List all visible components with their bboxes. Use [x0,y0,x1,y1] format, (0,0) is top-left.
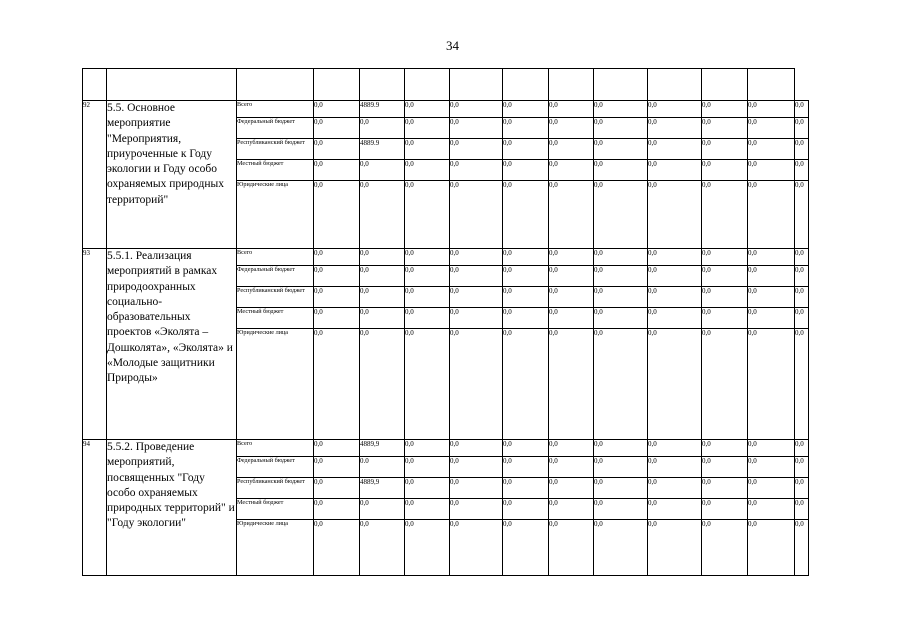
value-cell: 0,0 [795,499,809,520]
value-cell: 0,0 [360,308,405,329]
value-cell: 0,0 [503,520,549,576]
value-cell: 0,0 [405,266,450,287]
value-cell: 0,0 [594,101,648,118]
value-cell: 0,0 [360,520,405,576]
value-cell: 0,0 [594,478,648,499]
value-cell: 0,0 [314,287,360,308]
value-cell: 0,0 [450,266,503,287]
value-cell: 0,0 [748,101,795,118]
value-cell: 0,0 [503,101,549,118]
value-cell: 0,0 [503,329,549,440]
value-cell: 0,0 [360,287,405,308]
value-cell: 0,0 [795,329,809,440]
value-cell: 0,0 [503,308,549,329]
value-cell: 0,0 [702,329,748,440]
funding-source: Местный бюджет [237,160,314,181]
value-cell: 0,0 [503,266,549,287]
value-cell: 0,0 [549,160,594,181]
value-cell: 0,0 [648,308,702,329]
value-cell: 0,0 [450,520,503,576]
value-cell: 0,0 [549,308,594,329]
value-cell: 0,0 [450,499,503,520]
value-cell: 0,0 [360,118,405,139]
value-cell: 0,0 [648,118,702,139]
value-cell: 0,0 [748,440,795,457]
value-cell: 0,0 [450,329,503,440]
value-cell: 0,0 [360,249,405,266]
value-cell: 0,0 [702,118,748,139]
funding-source: Юридические лица [237,181,314,249]
value-cell: 0,0 [314,266,360,287]
value-cell: 0,0 [648,181,702,249]
value-cell: 0,0 [594,249,648,266]
header-cell [503,69,549,101]
value-cell: 0,0 [648,160,702,181]
value-cell: 0,0 [748,308,795,329]
value-cell: 0,0 [748,499,795,520]
value-cell: 0,0 [748,457,795,478]
value-cell: 0,0 [549,181,594,249]
funding-source: Всего [237,440,314,457]
value-cell: 0,0 [795,181,809,249]
value-cell: 0,0 [405,139,450,160]
value-cell: 0,0 [648,139,702,160]
value-cell: 0,0 [314,160,360,181]
activity-title: 5.5. Основное мероприятие "Мероприятия, приуроченные к Году экологии и Году особо охраняемых природных территорий" [107,101,237,249]
value-cell: 0.0 [360,457,405,478]
value-cell: 0,0 [795,457,809,478]
value-cell: 0,0 [795,308,809,329]
header-cell [450,69,503,101]
header-cell [702,69,748,101]
value-cell: 0,0 [314,139,360,160]
value-cell: 0,0 [594,520,648,576]
value-cell: 0,0 [648,287,702,308]
value-cell: 0,0 [702,308,748,329]
value-cell: 0,0 [360,160,405,181]
value-cell: 0,0 [405,308,450,329]
value-cell: 0,0 [549,520,594,576]
value-cell: 0,0 [549,499,594,520]
funding-source: Республиканский бюджет [237,287,314,308]
value-cell: 0,0 [503,287,549,308]
value-cell: 0,0 [549,287,594,308]
value-cell: 0,0 [795,101,809,118]
value-cell: 0,0 [594,118,648,139]
value-cell: 0,0 [549,329,594,440]
value-cell: 0,0 [748,266,795,287]
value-cell: 0,0 [405,181,450,249]
funding-source: Всего [237,249,314,266]
funding-source: Федеральный бюджет [237,118,314,139]
value-cell: 0,0 [795,118,809,139]
table-header-row [83,69,809,101]
value-cell: 0,0 [795,440,809,457]
value-cell: 0,0 [405,457,450,478]
value-cell: 0,0 [314,499,360,520]
value-cell: 0,0 [314,478,360,499]
value-cell: 0,0 [314,118,360,139]
value-cell: 0,0 [360,266,405,287]
row-number: 94 [83,440,107,576]
value-cell: 0,0 [702,440,748,457]
value-cell: 0,0 [450,101,503,118]
value-cell: 0,0 [748,520,795,576]
header-cell [648,69,702,101]
funding-source: Юридические лица [237,329,314,440]
value-cell: 0,0 [450,249,503,266]
value-cell: 0,0 [648,266,702,287]
value-cell: 0,0 [405,499,450,520]
value-cell: 0,0 [648,101,702,118]
value-cell: 0,0 [314,181,360,249]
value-cell: 0,0 [405,118,450,139]
value-cell: 0,0 [748,287,795,308]
value-cell: 0,0 [702,139,748,160]
value-cell: 0,0 [594,329,648,440]
value-cell: 0,0 [748,181,795,249]
header-cell [107,69,237,101]
value-cell: 0,0 [450,478,503,499]
value-cell: 0,0 [702,457,748,478]
value-cell: 0,0 [648,457,702,478]
value-cell: 0,0 [702,287,748,308]
value-cell: 0,0 [795,266,809,287]
value-cell: 0,0 [648,440,702,457]
value-cell: 0,0 [795,249,809,266]
value-cell: 0,0 [503,440,549,457]
value-cell: 0,0 [450,308,503,329]
value-cell: 0,0 [450,139,503,160]
value-cell: 0,0 [795,160,809,181]
value-cell: 4889.9 [360,101,405,118]
value-cell: 0,0 [405,287,450,308]
table-row [83,440,809,457]
value-cell: 0,0 [748,139,795,160]
value-cell: 0,0 [648,249,702,266]
value-cell: 4889,9 [360,440,405,457]
value-cell: 0,0 [795,287,809,308]
value-cell: 0,0 [503,478,549,499]
value-cell: 0,0 [405,101,450,118]
value-cell: 4889.9 [360,139,405,160]
page-number: 34 [446,38,459,53]
activity-title: 5.5.1. Реализация мероприятий в рамках природоохранных социально-образовательных проектов «Эколята – Дошколята», «Эколята» и «Молодые защитники Природы» [107,249,237,440]
value-cell: 0,0 [314,457,360,478]
value-cell: 0,0 [503,249,549,266]
header-cell [237,69,314,101]
value-cell: 0,0 [314,249,360,266]
value-cell: 0,0 [648,520,702,576]
value-cell: 4889,9 [360,478,405,499]
row-number: 92 [83,101,107,249]
value-cell: 0,0 [648,499,702,520]
header-cell [748,69,795,101]
value-cell: 0,0 [549,249,594,266]
value-cell: 0,0 [549,118,594,139]
value-cell: 0,0 [549,457,594,478]
header-cell [405,69,450,101]
value-cell: 0,0 [314,329,360,440]
value-cell: 0,0 [702,266,748,287]
budget-table [82,68,809,576]
value-cell: 0,0 [360,181,405,249]
header-cell [360,69,405,101]
funding-source: Местный бюджет [237,499,314,520]
value-cell: 0,0 [702,249,748,266]
value-cell: 0,0 [594,457,648,478]
value-cell: 0,0 [748,118,795,139]
value-cell: 0,0 [314,101,360,118]
value-cell: 0,0 [549,101,594,118]
value-cell: 0,0 [702,478,748,499]
value-cell: 0,0 [405,160,450,181]
row-number: 93 [83,249,107,440]
value-cell: 0,0 [795,520,809,576]
value-cell: 0,0 [314,520,360,576]
table-row [83,249,809,266]
value-cell: 0,0 [594,440,648,457]
value-cell: 0,0 [360,499,405,520]
value-cell: 0,0 [594,499,648,520]
value-cell: 0,0 [702,160,748,181]
header-cell [83,69,107,101]
funding-source: Федеральный бюджет [237,266,314,287]
value-cell: 0,0 [549,478,594,499]
value-cell: 0,0 [503,139,549,160]
value-cell: 0,0 [405,520,450,576]
header-cell [594,69,648,101]
value-cell: 0,0 [594,160,648,181]
value-cell: 0,0 [503,457,549,478]
header-cell [314,69,360,101]
value-cell: 0,0 [405,249,450,266]
value-cell: 0,0 [405,478,450,499]
table-row [83,101,809,118]
funding-source: Республиканский бюджет [237,139,314,160]
value-cell: 0,0 [702,181,748,249]
value-cell: 0,0 [503,499,549,520]
funding-source: Республиканский бюджет [237,478,314,499]
value-cell: 0,0 [795,139,809,160]
value-cell: 0,0 [549,266,594,287]
value-cell: 0,0 [360,329,405,440]
value-cell: 0,0 [450,440,503,457]
value-cell: 0,0 [748,249,795,266]
value-cell: 0,0 [594,266,648,287]
value-cell: 0,0 [503,118,549,139]
value-cell: 0,0 [503,181,549,249]
value-cell: 0,0 [450,160,503,181]
value-cell: 0,0 [549,139,594,160]
value-cell: 0,0 [405,329,450,440]
value-cell: 0,0 [748,160,795,181]
funding-source: Федеральный бюджет [237,457,314,478]
value-cell: 0,0 [648,329,702,440]
value-cell: 0,0 [594,181,648,249]
value-cell: 0,0 [450,287,503,308]
value-cell: 0,0 [503,160,549,181]
value-cell: 0,0 [702,520,748,576]
value-cell: 0,0 [795,478,809,499]
value-cell: 0,0 [549,440,594,457]
funding-source: Местный бюджет [237,308,314,329]
value-cell: 0,0 [748,478,795,499]
value-cell: 0,0 [314,308,360,329]
value-cell: 0,0 [405,440,450,457]
value-cell: 0,0 [702,101,748,118]
value-cell: 0,0 [314,440,360,457]
value-cell: 0,0 [648,478,702,499]
funding-source: Юридические лица [237,520,314,576]
value-cell: 0,0 [450,181,503,249]
funding-source: Всего [237,101,314,118]
value-cell: 0,0 [594,308,648,329]
activity-title: 5.5.2. Проведение мероприятий, посвященных "Году особо охраняемых природных территорий" и "Году экологии" [107,440,237,576]
value-cell: 0,0 [594,139,648,160]
value-cell: 0,0 [594,287,648,308]
value-cell: 0,0 [702,499,748,520]
header-cell [549,69,594,101]
value-cell: 0,0 [748,329,795,440]
value-cell: 0,0 [450,457,503,478]
value-cell: 0,0 [450,118,503,139]
